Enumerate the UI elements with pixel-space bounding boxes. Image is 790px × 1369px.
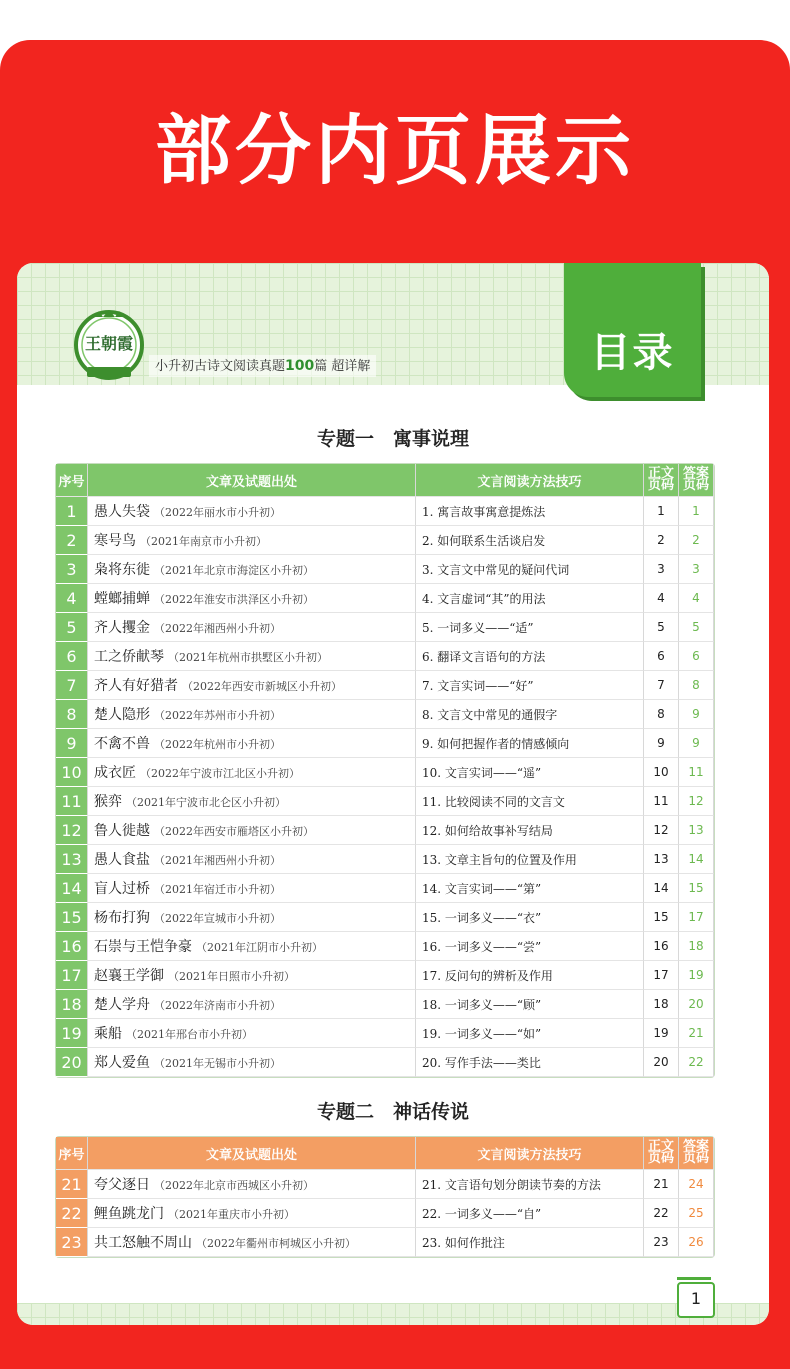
text-page: 12: [644, 816, 679, 845]
answer-page: 4: [679, 584, 714, 613]
article-cell: [88, 1019, 416, 1048]
section2-table: [55, 1136, 715, 1258]
answer-page: 14: [679, 845, 714, 874]
row-number: 2: [56, 526, 88, 555]
col-no: 序号: [56, 1137, 88, 1170]
row-number: 11: [56, 787, 88, 816]
row-number: 17: [56, 961, 88, 990]
text-page: 6: [644, 642, 679, 671]
article-source: （2022年宣城市小升初）: [154, 912, 281, 925]
answer-page: 6: [679, 642, 714, 671]
row-number: 3: [56, 555, 88, 584]
article-source: （2022年湘西州小升初）: [154, 622, 281, 635]
reading-skill: 11. 比较阅读不同的文言文: [416, 787, 644, 816]
row-number: 20: [56, 1048, 88, 1077]
table-row: [56, 758, 714, 787]
row-number: 16: [56, 932, 88, 961]
article-title: 枭将东徙: [94, 562, 150, 578]
text-page: 23: [644, 1228, 679, 1257]
col-text-page: 正文页码: [644, 464, 679, 497]
article-source: （2021年宿迁市小升初）: [154, 883, 281, 896]
reading-skill: 5. 一词多义——“适”: [416, 613, 644, 642]
reading-skill: 19. 一词多义——“如”: [416, 1019, 644, 1048]
book-title-prefix: 小升初古诗文阅读真题: [155, 359, 286, 374]
article-source: （2021年邢台市小升初）: [126, 1028, 253, 1041]
col-source: 文章及试题出处: [88, 1137, 416, 1170]
article-title: 齐人有好猎者: [94, 678, 178, 694]
reading-skill: 6. 翻译文言语句的方法: [416, 642, 644, 671]
article-cell: [88, 816, 416, 845]
article-source: （2022年杭州市小升初）: [154, 738, 281, 751]
answer-page: 25: [679, 1199, 714, 1228]
table-row: [56, 642, 714, 671]
reading-skill: 4. 文言虚词“其”的用法: [416, 584, 644, 613]
section1-title: 专题一 寓事说理: [316, 428, 469, 450]
article-title: 愚人失袋: [94, 504, 150, 520]
article-source: （2021年湘西州小升初）: [154, 854, 281, 867]
col-no: 序号: [56, 464, 88, 497]
book-title: [149, 355, 376, 377]
answer-page: 2: [679, 526, 714, 555]
row-number: 22: [56, 1199, 88, 1228]
article-cell: [88, 1170, 416, 1199]
article-cell: [88, 1199, 416, 1228]
row-number: 21: [56, 1170, 88, 1199]
article-cell: [88, 700, 416, 729]
reading-skill: 15. 一词多义——“衣”: [416, 903, 644, 932]
article-cell: [88, 903, 416, 932]
answer-page: 12: [679, 787, 714, 816]
row-number: 1: [56, 497, 88, 526]
row-number: 7: [56, 671, 88, 700]
section1-rows: [56, 497, 714, 1077]
article-title: 楚人学舟: [94, 997, 150, 1013]
reading-skill: 1. 寓言故事寓意提炼法: [416, 497, 644, 526]
row-number: 19: [56, 1019, 88, 1048]
section2-rows: [56, 1170, 714, 1257]
article-title: 共工怒触不周山: [94, 1235, 192, 1251]
contents-tab-label: 目录: [590, 330, 675, 376]
article-cell: [88, 497, 416, 526]
article-cell: [88, 613, 416, 642]
table-row: [56, 874, 714, 903]
row-number: 12: [56, 816, 88, 845]
article-source: （2021年江阴市小升初）: [196, 941, 323, 954]
article-cell: [88, 787, 416, 816]
row-number: 13: [56, 845, 88, 874]
answer-page: 22: [679, 1048, 714, 1077]
answer-page: 20: [679, 990, 714, 1019]
article-source: （2022年淮安市洪泽区小升初）: [154, 593, 314, 606]
table-row: [56, 1170, 714, 1199]
article-title: 赵襄王学御: [94, 968, 164, 984]
answer-page: 17: [679, 903, 714, 932]
table-row: [56, 787, 714, 816]
answer-page: 15: [679, 874, 714, 903]
row-number: 5: [56, 613, 88, 642]
answer-page: 24: [679, 1170, 714, 1199]
article-cell: [88, 584, 416, 613]
text-page: 3: [644, 555, 679, 584]
article-source: （2021年日照市小升初）: [168, 970, 295, 983]
text-page: 19: [644, 1019, 679, 1048]
answer-page: 8: [679, 671, 714, 700]
article-title: 寒号鸟: [94, 533, 136, 549]
table-row: [56, 903, 714, 932]
row-number: 6: [56, 642, 88, 671]
article-cell: [88, 671, 416, 700]
article-title: 愚人食盐: [94, 852, 150, 868]
text-page: 18: [644, 990, 679, 1019]
reading-skill: 21. 文言语句划分朗读节奏的方法: [416, 1170, 644, 1199]
article-source: （2022年西安市新城区小升初）: [182, 680, 342, 693]
article-title: 夸父逐日: [94, 1177, 150, 1193]
table-row: [56, 932, 714, 961]
table-row: [56, 613, 714, 642]
article-title: 楚人隐形: [94, 707, 150, 723]
text-page: 13: [644, 845, 679, 874]
article-source: （2021年北京市海淀区小升初）: [154, 564, 314, 577]
article-source: （2022年苏州市小升初）: [154, 709, 281, 722]
reading-skill: 9. 如何把握作者的情感倾向: [416, 729, 644, 758]
table-header-row: [56, 1137, 714, 1170]
article-title: 盲人过桥: [94, 881, 150, 897]
table-header-row: [56, 464, 714, 497]
article-source: （2021年宁波市北仑区小升初）: [126, 796, 286, 809]
row-number: 14: [56, 874, 88, 903]
col-text-page: 正文页码: [644, 1137, 679, 1170]
table-row: [56, 845, 714, 874]
text-page: 14: [644, 874, 679, 903]
row-number: 23: [56, 1228, 88, 1257]
reading-skill: 3. 文言文中常见的疑问代词: [416, 555, 644, 584]
text-page: 1: [644, 497, 679, 526]
table-row: [56, 1228, 714, 1257]
article-cell: [88, 642, 416, 671]
article-cell: [88, 845, 416, 874]
text-page: 8: [644, 700, 679, 729]
row-number: 15: [56, 903, 88, 932]
table-row: [56, 1048, 714, 1077]
reading-skill: 23. 如何作批注: [416, 1228, 644, 1257]
article-source: （2021年杭州市拱墅区小升初）: [168, 651, 328, 664]
section1-table: [55, 463, 715, 1078]
table-row: [56, 497, 714, 526]
table-row: [56, 729, 714, 758]
answer-page: 11: [679, 758, 714, 787]
answer-page: 26: [679, 1228, 714, 1257]
text-page: 5: [644, 613, 679, 642]
answer-page: 21: [679, 1019, 714, 1048]
table-row: [56, 1019, 714, 1048]
text-page: 7: [644, 671, 679, 700]
reading-skill: 7. 文言实词——“好”: [416, 671, 644, 700]
text-page: 17: [644, 961, 679, 990]
article-source: （2022年衢州市柯城区小升初）: [196, 1237, 356, 1250]
page-number: 1: [677, 1282, 715, 1318]
article-cell: [88, 555, 416, 584]
article-title: 齐人攫金: [94, 620, 150, 636]
article-source: （2022年丽水市小升初）: [154, 506, 281, 519]
reading-skill: 20. 写作手法——类比: [416, 1048, 644, 1077]
table-row: [56, 990, 714, 1019]
table-row: [56, 671, 714, 700]
text-page: 15: [644, 903, 679, 932]
publisher-logo: [73, 309, 145, 381]
article-title: 成衣匠: [94, 765, 136, 781]
article-cell: [88, 1228, 416, 1257]
text-page: 10: [644, 758, 679, 787]
book-page: [17, 263, 769, 1325]
reading-skill: 13. 文章主旨句的位置及作用: [416, 845, 644, 874]
article-title: 鲁人徙越: [94, 823, 150, 839]
article-cell: [88, 729, 416, 758]
article-source: （2022年济南市小升初）: [154, 999, 281, 1012]
row-number: 10: [56, 758, 88, 787]
article-title: 鲤鱼跳龙门: [94, 1206, 164, 1222]
reading-skill: 2. 如何联系生活谈启发: [416, 526, 644, 555]
table-row: [56, 526, 714, 555]
article-source: （2022年北京市西城区小升初）: [154, 1179, 314, 1192]
col-source: 文章及试题出处: [88, 464, 416, 497]
answer-page: 9: [679, 729, 714, 758]
article-title: 猴弈: [94, 794, 122, 810]
text-page: 4: [644, 584, 679, 613]
answer-page: 1: [679, 497, 714, 526]
article-source: （2021年无锡市小升初）: [154, 1057, 281, 1070]
banner-headline: 部分内页展示: [155, 106, 635, 195]
article-title: 杨布打狗: [94, 910, 150, 926]
table-row: [56, 816, 714, 845]
row-number: 18: [56, 990, 88, 1019]
row-number: 8: [56, 700, 88, 729]
article-title: 石崇与王恺争豪: [94, 939, 192, 955]
table-row: [56, 555, 714, 584]
article-cell: [88, 526, 416, 555]
logo-text: 王朝霞: [84, 334, 133, 353]
article-source: （2021年重庆市小升初）: [168, 1208, 295, 1221]
answer-page: 3: [679, 555, 714, 584]
article-source: （2021年南京市小升初）: [140, 535, 267, 548]
answer-page: 9: [679, 700, 714, 729]
text-page: 21: [644, 1170, 679, 1199]
table-row: [56, 961, 714, 990]
footer-grid-band: [17, 1303, 769, 1325]
article-title: 郑人爱鱼: [94, 1055, 150, 1071]
reading-skill: 10. 文言实词——“遥”: [416, 758, 644, 787]
book-title-suffix: 篇 超详解: [314, 359, 371, 374]
row-number: 4: [56, 584, 88, 613]
table-row: [56, 1199, 714, 1228]
article-source: （2022年西安市雁塔区小升初）: [154, 825, 314, 838]
article-cell: [88, 874, 416, 903]
text-page: 2: [644, 526, 679, 555]
text-page: 20: [644, 1048, 679, 1077]
text-page: 11: [644, 787, 679, 816]
section2-title: 专题二 神话传说: [316, 1101, 469, 1123]
reading-skill: 12. 如何给故事补写结局: [416, 816, 644, 845]
book-title-count: 100: [285, 358, 315, 374]
col-answer-page: 答案页码: [679, 464, 714, 497]
answer-page: 19: [679, 961, 714, 990]
contents-tab: [564, 263, 701, 397]
article-cell: [88, 1048, 416, 1077]
reading-skill: 14. 文言实词——“第”: [416, 874, 644, 903]
answer-page: 5: [679, 613, 714, 642]
text-page: 9: [644, 729, 679, 758]
answer-page: 13: [679, 816, 714, 845]
article-cell: [88, 961, 416, 990]
col-skill: 文言阅读方法技巧: [416, 464, 644, 497]
table-row: [56, 584, 714, 613]
article-title: 螳螂捕蝉: [94, 591, 150, 607]
article-source: （2022年宁波市江北区小升初）: [140, 767, 300, 780]
answer-page: 18: [679, 932, 714, 961]
reading-skill: 16. 一词多义——“尝”: [416, 932, 644, 961]
article-cell: [88, 932, 416, 961]
reading-skill: 17. 反问句的辨析及作用: [416, 961, 644, 990]
reading-skill: 8. 文言文中常见的通假字: [416, 700, 644, 729]
article-title: 不禽不兽: [94, 736, 150, 752]
col-answer-page: 答案页码: [679, 1137, 714, 1170]
reading-skill: 18. 一词多义——“顾”: [416, 990, 644, 1019]
table-row: [56, 700, 714, 729]
text-page: 16: [644, 932, 679, 961]
col-skill: 文言阅读方法技巧: [416, 1137, 644, 1170]
article-title: 乘船: [94, 1026, 122, 1042]
text-page: 22: [644, 1199, 679, 1228]
article-cell: [88, 990, 416, 1019]
article-title: 工之侨献琴: [94, 649, 164, 665]
article-cell: [88, 758, 416, 787]
row-number: 9: [56, 729, 88, 758]
reading-skill: 22. 一词多义——“自”: [416, 1199, 644, 1228]
